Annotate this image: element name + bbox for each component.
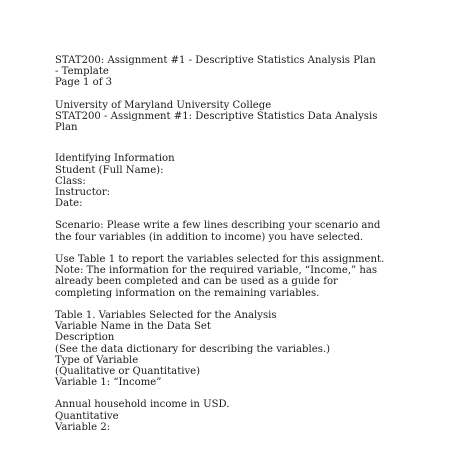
university-name: University of Maryland University College — [55, 99, 272, 111]
instructions-line-4: completing information on the remaining variables. — [55, 287, 320, 299]
student-name-label: Student (Full Name): — [55, 164, 164, 176]
table-variable-1-description: Annual household income in USD. — [55, 399, 230, 411]
table-variable-2-name: Variable 2: — [55, 421, 111, 433]
table-variable-1-type: Quantitative — [55, 410, 119, 422]
instructor-label: Instructor: — [55, 186, 111, 198]
table-variable-1-name: Variable 1: “Income” — [55, 377, 162, 389]
scenario-line-2: the four variables (in addition to income) you have selected. — [55, 231, 364, 243]
assignment-title-line-2: Plan — [55, 122, 78, 134]
instructions-line-2: Note: The information for the required variable, “Income,” has — [55, 265, 378, 277]
identifying-heading: Identifying Information — [55, 153, 175, 165]
instructions-line-1: Use Table 1 to report the variables selected for this assignment. — [55, 254, 385, 265]
date-label: Date: — [55, 198, 83, 210]
table-column-description: Description — [55, 332, 115, 344]
document-title-line-1: STAT200: Assignment #1 - Descriptive Statistics Analysis Plan — [55, 55, 376, 66]
table-column-type: Type of Variable — [55, 354, 139, 366]
table-caption: Table 1. Variables Selected for the Analysis — [55, 309, 277, 321]
document-body — [55, 55, 400, 433]
assignment-title-line-1: STAT200 - Assignment #1: Descriptive Statistics Data Analysis — [55, 110, 378, 122]
document-title-line-2: - Template — [55, 66, 109, 78]
scenario-line-1: Scenario: Please write a few lines describing your scenario and — [55, 220, 381, 232]
instructions-line-3: already been completed and can be used as a guide for — [55, 276, 338, 288]
table-column-description-note: (See the data dictionary for describing the variables.) — [55, 343, 331, 355]
page-indicator: Page 1 of 3 — [55, 77, 113, 89]
table-column-variable-name: Variable Name in the Data Set — [55, 321, 211, 333]
class-label: Class: — [55, 175, 86, 187]
table-column-type-note: (Qualitative or Quantitative) — [55, 365, 201, 377]
